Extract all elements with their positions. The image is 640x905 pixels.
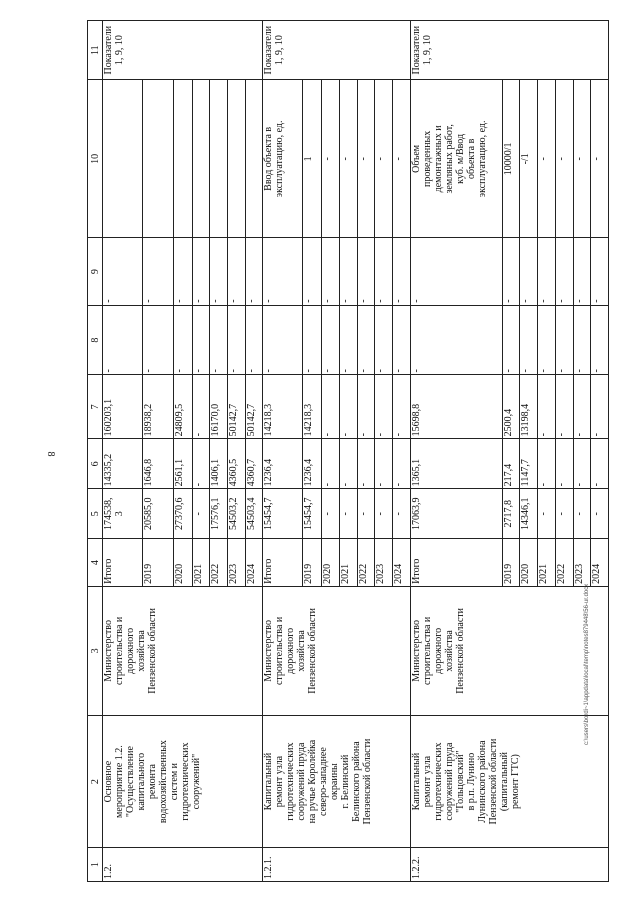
col-header: 10: [88, 80, 103, 238]
cell-federal-budget: 50142,7: [227, 375, 245, 439]
col-header: 3: [88, 586, 103, 715]
cell-col8: -: [555, 305, 573, 375]
cell-total-amount: 27370,6: [173, 489, 192, 539]
cell-total-amount: 14346,1: [520, 489, 538, 539]
cell-regional-budget: 217,4: [502, 439, 520, 489]
cell-indicators-ref: Показатели 1, 9, 10: [103, 21, 263, 80]
cell-total-amount: 17576,1: [210, 489, 228, 539]
cell-total-amount: 20585,0: [143, 489, 174, 539]
cell-col9: -: [410, 238, 502, 305]
cell-federal-budget: -: [375, 375, 393, 439]
cell-year: 2020: [322, 539, 340, 587]
cell-col8: -: [410, 305, 502, 375]
cell-year: 2021: [538, 539, 556, 587]
cell-regional-budget: -: [322, 439, 340, 489]
page-number: 8: [45, 451, 56, 457]
cell-total-amount: -: [322, 489, 340, 539]
cell-activity-name: Основное мероприятие 1.2. "Осуществление капитального ремонта водохозяйственных систем и гидротехнических сооружений": [103, 715, 263, 847]
cell-indicator-value: [245, 80, 263, 238]
cell-regional-budget: 1236,4: [303, 439, 322, 489]
rotated-table-container: [87, 20, 609, 882]
cell-indicator-value: [173, 80, 192, 238]
cell-year: 2020: [173, 539, 192, 587]
cell-indicator-value: -: [340, 80, 358, 238]
cell-indicator-value: [227, 80, 245, 238]
cell-regional-budget: -: [375, 439, 393, 489]
cell-col8: -: [520, 305, 538, 375]
cell-indicator-value: -: [573, 80, 591, 238]
cell-regional-budget: -: [538, 439, 556, 489]
cell-total-amount: -: [357, 489, 375, 539]
cell-col8: -: [103, 305, 143, 375]
cell-executor: Министерство строительства и дорожного хозяйства Пензенской области: [410, 586, 608, 715]
cell-indicator-value: 1: [303, 80, 322, 238]
cell-federal-budget: -: [538, 375, 556, 439]
cell-regional-budget: -: [357, 439, 375, 489]
cell-col8: -: [245, 305, 263, 375]
cell-col8: -: [192, 305, 210, 375]
cell-col9: -: [520, 238, 538, 305]
cell-col9: -: [573, 238, 591, 305]
cell-indicator-value: -/1: [520, 80, 538, 238]
cell-federal-budget: 50142,7: [245, 375, 263, 439]
cell-total-amount: 54503,4: [245, 489, 263, 539]
footer-file-path: c:\users\bordi~1\appdata\local\temp\notes879448\56-ur.docx: [584, 583, 590, 745]
cell-executor: Министерство строительства и дорожного хозяйства Пензенской области: [103, 586, 263, 715]
cell-year: 2022: [357, 539, 375, 587]
cell-year: 2019: [303, 539, 322, 587]
cell-total-amount: -: [538, 489, 556, 539]
cell-col8: -: [340, 305, 358, 375]
cell-col9: -: [502, 238, 520, 305]
cell-federal-budget: -: [573, 375, 591, 439]
cell-total-amount: -: [591, 489, 609, 539]
col-header: 1: [88, 848, 103, 882]
cell-total-amount: 54503,2: [227, 489, 245, 539]
cell-federal-budget: 14218,3: [303, 375, 322, 439]
cell-number: 1.2.2.: [410, 848, 608, 882]
cell-year: Итого: [263, 539, 303, 587]
cell-col9: -: [173, 238, 192, 305]
cell-regional-budget: 1406,1: [210, 439, 228, 489]
cell-regional-budget: -: [591, 439, 609, 489]
cell-col9: -: [103, 238, 143, 305]
cell-year: 2022: [210, 539, 228, 587]
cell-year: 2019: [143, 539, 174, 587]
cell-indicator-value: -: [555, 80, 573, 238]
cell-col8: -: [143, 305, 174, 375]
cell-executor: Министерство строительства и дорожного хозяйства Пензенской области: [263, 586, 410, 715]
cell-col8: -: [357, 305, 375, 375]
cell-regional-budget: 1236,4: [263, 439, 303, 489]
table-row: [103, 21, 143, 882]
cell-regional-budget: 1365,1: [410, 439, 502, 489]
cell-regional-budget: -: [393, 439, 411, 489]
cell-year: 2023: [375, 539, 393, 587]
col-header: 8: [88, 305, 103, 375]
cell-total-amount: -: [393, 489, 411, 539]
cell-indicator-value: -: [591, 80, 609, 238]
cell-indicator-name: Объем проведенных демонтажных и земляных работ, куб. м/Ввод объекта в эксплуатацию, ед.: [410, 80, 502, 238]
cell-col8: -: [173, 305, 192, 375]
cell-col9: -: [591, 238, 609, 305]
cell-col9: -: [227, 238, 245, 305]
cell-federal-budget: -: [591, 375, 609, 439]
table-row: [410, 21, 502, 882]
cell-col8: -: [210, 305, 228, 375]
cell-col9: -: [303, 238, 322, 305]
cell-col9: -: [322, 238, 340, 305]
cell-regional-budget: 4360,7: [245, 439, 263, 489]
cell-indicator-value: -: [375, 80, 393, 238]
cell-federal-budget: 24809,5: [173, 375, 192, 439]
cell-year: 2024: [393, 539, 411, 587]
cell-col8: -: [573, 305, 591, 375]
cell-total-amount: -: [573, 489, 591, 539]
cell-federal-budget: -: [322, 375, 340, 439]
cell-federal-budget: 160203,1: [103, 375, 143, 439]
cell-total-amount: 15454,7: [303, 489, 322, 539]
cell-col8: -: [322, 305, 340, 375]
cell-federal-budget: -: [192, 375, 210, 439]
program-table: [87, 20, 609, 882]
cell-indicator-value: -: [322, 80, 340, 238]
cell-indicators-ref: Показатели 1, 9, 10: [263, 21, 410, 80]
cell-col8: -: [227, 305, 245, 375]
cell-regional-budget: -: [555, 439, 573, 489]
cell-col9: -: [210, 238, 228, 305]
cell-year: 2022: [555, 539, 573, 587]
cell-indicator-value: -: [357, 80, 375, 238]
cell-col9: -: [555, 238, 573, 305]
cell-col9: -: [245, 238, 263, 305]
cell-col8: -: [538, 305, 556, 375]
cell-year: 2024: [245, 539, 263, 587]
col-header: 11: [88, 21, 103, 80]
cell-total-amount: -: [192, 489, 210, 539]
cell-federal-budget: -: [393, 375, 411, 439]
cell-total-amount: -: [375, 489, 393, 539]
cell-col8: -: [502, 305, 520, 375]
cell-indicators-ref: Показатели 1, 9, 10: [410, 21, 608, 80]
cell-col9: -: [143, 238, 174, 305]
cell-federal-budget: 14218,3: [263, 375, 303, 439]
cell-col8: -: [303, 305, 322, 375]
cell-col9: -: [538, 238, 556, 305]
cell-regional-budget: 4360,5: [227, 439, 245, 489]
cell-indicator-value: -: [393, 80, 411, 238]
cell-federal-budget: 15698,8: [410, 375, 502, 439]
cell-indicator-name: [103, 80, 143, 238]
cell-col9: -: [393, 238, 411, 305]
cell-total-amount: 15454,7: [263, 489, 303, 539]
cell-regional-budget: 2561,1: [173, 439, 192, 489]
cell-col9: -: [263, 238, 303, 305]
cell-indicator-value: [143, 80, 174, 238]
cell-regional-budget: 14335,2: [103, 439, 143, 489]
col-header: 6: [88, 439, 103, 489]
cell-total-amount: 2717,8: [502, 489, 520, 539]
cell-number: 1.2.1.: [263, 848, 410, 882]
cell-indicator-value: 10000/1: [502, 80, 520, 238]
cell-col9: -: [375, 238, 393, 305]
cell-total-amount: -: [555, 489, 573, 539]
cell-col8: -: [591, 305, 609, 375]
cell-activity-name: Капитальный ремонт узла гидротехнических сооружений пруда "Гольцовский" в р.п. Лунино Лунинского района Пензенской области (капитальный ремонт ГТС): [410, 715, 608, 847]
cell-indicator-value: -: [538, 80, 556, 238]
cell-federal-budget: -: [340, 375, 358, 439]
cell-year: 2023: [573, 539, 591, 587]
cell-col8: -: [375, 305, 393, 375]
col-header: 7: [88, 375, 103, 439]
col-header: 4: [88, 539, 103, 587]
cell-total-amount: 174538, 3: [103, 489, 143, 539]
cell-year: 2021: [340, 539, 358, 587]
cell-year: 2024: [591, 539, 609, 587]
cell-activity-name: Капитальный ремонт узла гидротехнических сооружений пруда на ручье Королейка северо-западнее окраины г. Белинский Белинского района Пензенской области: [263, 715, 410, 847]
col-header: 9: [88, 238, 103, 305]
cell-federal-budget: -: [555, 375, 573, 439]
cell-year: Итого: [103, 539, 143, 587]
table-row: [263, 21, 303, 882]
cell-indicator-value: [210, 80, 228, 238]
cell-total-amount: 17063,9: [410, 489, 502, 539]
cell-regional-budget: 1646,8: [143, 439, 174, 489]
cell-col9: -: [340, 238, 358, 305]
cell-year: 2020: [520, 539, 538, 587]
cell-regional-budget: 1147,7: [520, 439, 538, 489]
cell-federal-budget: 16170,0: [210, 375, 228, 439]
header-row: [88, 21, 103, 882]
cell-regional-budget: -: [192, 439, 210, 489]
cell-year: 2023: [227, 539, 245, 587]
cell-indicator-name: Ввод объекта в эксплуатацию, ед.: [263, 80, 303, 238]
cell-number: 1.2.: [103, 848, 263, 882]
cell-year: 2019: [502, 539, 520, 587]
cell-col9: -: [192, 238, 210, 305]
cell-year: Итого: [410, 539, 502, 587]
cell-indicator-value: [192, 80, 210, 238]
cell-col8: -: [263, 305, 303, 375]
cell-federal-budget: 18938,2: [143, 375, 174, 439]
col-header: 2: [88, 715, 103, 847]
col-header: 5: [88, 489, 103, 539]
cell-total-amount: -: [340, 489, 358, 539]
cell-federal-budget: 13198,4: [520, 375, 538, 439]
cell-year: 2021: [192, 539, 210, 587]
cell-regional-budget: -: [340, 439, 358, 489]
cell-federal-budget: -: [357, 375, 375, 439]
cell-regional-budget: -: [573, 439, 591, 489]
cell-federal-budget: 2500,4: [502, 375, 520, 439]
cell-col9: -: [357, 238, 375, 305]
cell-col8: -: [393, 305, 411, 375]
